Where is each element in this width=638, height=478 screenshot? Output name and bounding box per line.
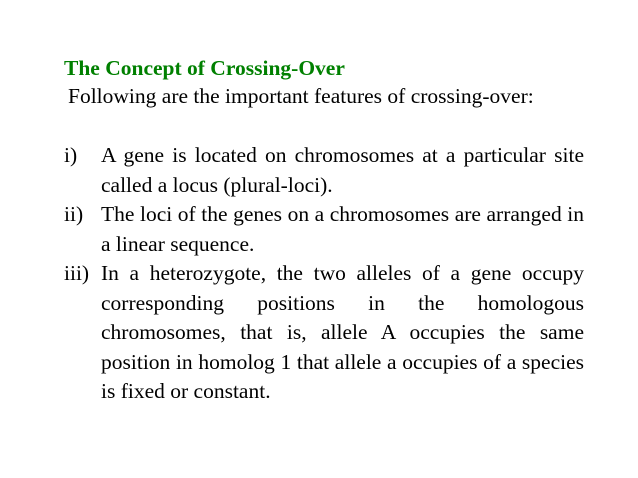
slide-title: The Concept of Crossing-Over [64,56,345,80]
list-item-text: A gene is located on chromosomes at a particular site called a locus (plural-loci). [101,143,584,197]
list-item-text: In a heterozygote, the two alleles of a gene occupy corresponding positions in the homologous chromosomes, that is, allele A occupies the same position in homolog 1 that allele a occupies of a species is fixed or constant. [101,261,584,403]
list-marker: iii) [64,261,90,285]
intro-text: Following are the important features of crossing-over: [68,84,534,108]
feature-list [64,141,584,407]
list-item-text: The loci of the genes on a chromosomes are arranged in a linear sequence. [101,202,584,256]
spacer [64,111,584,141]
list-item [64,200,584,259]
list-marker: i) [64,143,78,167]
slide-content [64,54,584,407]
list-item [64,259,584,407]
list-marker: ii) [64,202,84,226]
list-item [64,141,584,200]
